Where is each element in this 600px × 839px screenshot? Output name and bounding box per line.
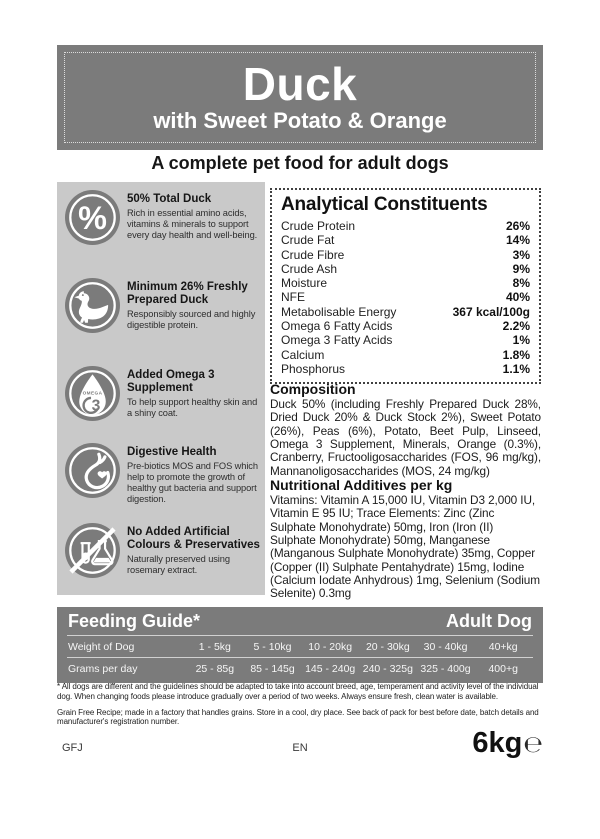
analytical-value: 26% [505,219,530,233]
nutritional-title: Nutritional Additives per kg [270,477,453,493]
analytical-panel [270,188,541,384]
weight-cell: 30 - 40kg [423,640,468,653]
feature-title: Added Omega 3 Supplement [127,369,215,394]
analytical-value: 40% [505,290,530,305]
feature-description: Naturally preserved using rosemary extract. [127,553,230,575]
analytical-label: Metabolisable Energy [281,304,397,319]
header-dotted-frame [64,52,536,143]
feature-title: Digestive Health [127,446,217,458]
analytical-label: Omega 3 Fatty Acids [281,333,393,348]
analytical-label: Omega 6 Fatty Acids [281,319,393,334]
composition-section [270,381,541,478]
feature-item-total-duck [65,190,261,245]
feeding-guide-title: Feeding Guide* [68,611,201,631]
weight-cell: 20 - 30kg [365,640,410,653]
guideline-footnote: * All dogs are different and the guidelines should be adapted to take into account breed, age, temperament and activity level of the individual dog. When changing foods please introduce gradually over a period of two weeks. Always ensure fresh, clean water is available. [57,682,539,701]
analytical-value: 2.2% [502,319,530,334]
analytical-row [281,233,530,247]
analytical-label: Crude Fat [281,233,335,248]
estimated-sign-icon: ℮ [523,732,543,758]
omega3-drop-icon [65,366,120,421]
nutritional-section [270,477,541,601]
analytical-row [281,305,530,319]
footnotes [57,682,543,733]
grams-row-label: Grams per day [68,662,138,675]
batch-code: GFJ [62,742,83,754]
analytical-row [281,333,530,347]
tagline: A complete pet food for adult dogs [151,153,449,173]
composition-title: Composition [270,381,356,397]
feeding-guide-table [57,607,543,683]
analytical-value: 367 kcal/100g [452,304,530,319]
grams-cell: 145 - 240g [305,662,356,675]
analytical-value: 1.1% [502,361,530,376]
stomach-icon [65,443,120,498]
analytical-row [281,262,530,276]
analytical-label: NFE [281,290,305,305]
analytical-row [281,219,530,233]
feature-title: 50% Total Duck [127,193,212,205]
analytical-label: Calcium [281,347,325,362]
adult-dog-badge: Adult Dog [446,611,532,631]
analytical-value: 1.8% [502,347,530,362]
analytical-label: Crude Protein [281,219,356,233]
analytical-label: Crude Fibre [281,247,345,262]
grams-cell: 85 - 145g [250,662,295,675]
feature-description: To help support healthy skin and a shiny coat. [127,396,258,418]
composition-body: Duck 50% (including Freshly Prepared Duck 28%, Dried Duck 20% & Duck Stock 2%), Sweet Potato (26%), Peas (6%), Potato, Beet Pulp, Linseed, Omega 3 Supplement, Minerals, Orange (0.3%), Cranberry, Fructooligosaccharides (FOS, 96 mg/kg), Mannanoligosaccharides (MOS, 24 mg/kg) [270,397,541,478]
weight-cell: 10 - 20kg [308,640,353,653]
weight-cell: 5 - 10kg [253,640,292,653]
duck-icon [65,278,120,333]
analytical-label: Crude Ash [281,261,338,276]
feature-item-freshly-prepared [65,278,261,333]
nutritional-body: Vitamins: Vitamin A 15,000 IU, Vitamin D3 2,000 IU, Vitamin E 95 IU; Trace Elements: Zinc (Zinc Sulphate Monohydrate) 50mg, Iron (Iron (II) Sulphate Monohydrate) 50mg, Manganese (Manganous Sulphate Monohydrate) 35mg, Copper (Copper (II) Sulphate Pentahydrate) 15mg, Iodine (Calcium Iodate Anhydrous) 1mg, Selenium (Sodium Selenite) 0.3mg [270,493,540,601]
grain-free-note: Grain Free Recipe; made in a factory that handles grains. Store in a cool, dry place. See back of pack for best before date, batch details and manufacturer's registration number. [57,707,539,727]
grams-cell: 400+g [488,662,518,675]
analytical-value: 1% [512,333,530,348]
analytical-value: 8% [512,276,530,291]
analytical-label: Phosphorus [281,361,346,376]
analytical-value: 3% [512,247,530,262]
feature-description: Responsibly sourced and highly digestible protein. [127,308,256,330]
grams-cell: 325 - 400g [420,662,471,675]
product-variant: with Sweet Potato & Orange [153,108,447,134]
feature-title: No Added Artificial Colours & Preservatives [127,526,260,551]
weight-row-label: Weight of Dog [68,640,135,653]
omega-number: 3 [91,397,101,415]
grams-row [57,658,543,679]
feature-title: Minimum 26% Freshly Prepared Duck [127,281,248,306]
analytical-title: Analytical Constituents [281,194,488,215]
header-box [57,45,543,150]
feature-description: Rich in essential amino acids, vitamins & minerals to support every day health and well-being. [127,207,258,241]
grams-cell: 240 - 325g [362,662,413,675]
analytical-row [281,276,530,290]
analytical-row [281,290,530,304]
feature-item-digestive-health [65,443,261,506]
weight-cell: 1 - 5kg [198,640,231,653]
percent-icon [65,190,120,245]
analytical-value: 14% [505,233,530,248]
analytical-label: Moisture [281,276,328,291]
analytical-row [281,348,530,362]
feature-item-no-artificial [65,523,261,578]
product-name: Duck [242,58,358,111]
language-code: EN [292,742,308,754]
percent-glyph: % [78,199,107,236]
feature-item-omega3 [65,366,261,421]
net-weight: 6kg [472,727,523,759]
weight-row [57,636,543,657]
feature-description: Pre-biotics MOS and FOS which help to promote the growth of healthy gut bacteria and support digestion. [127,460,258,505]
net-weight-block [472,727,543,760]
grams-cell: 25 - 85g [195,662,235,675]
no-flask-icon [65,523,120,578]
analytical-value: 9% [512,261,530,276]
analytical-row [281,319,530,333]
analytical-row [281,362,530,376]
analytical-row [281,248,530,262]
weight-cell: 40+kg [488,640,518,653]
omega-label: OMEGA [82,390,103,396]
features-panel [57,182,265,595]
